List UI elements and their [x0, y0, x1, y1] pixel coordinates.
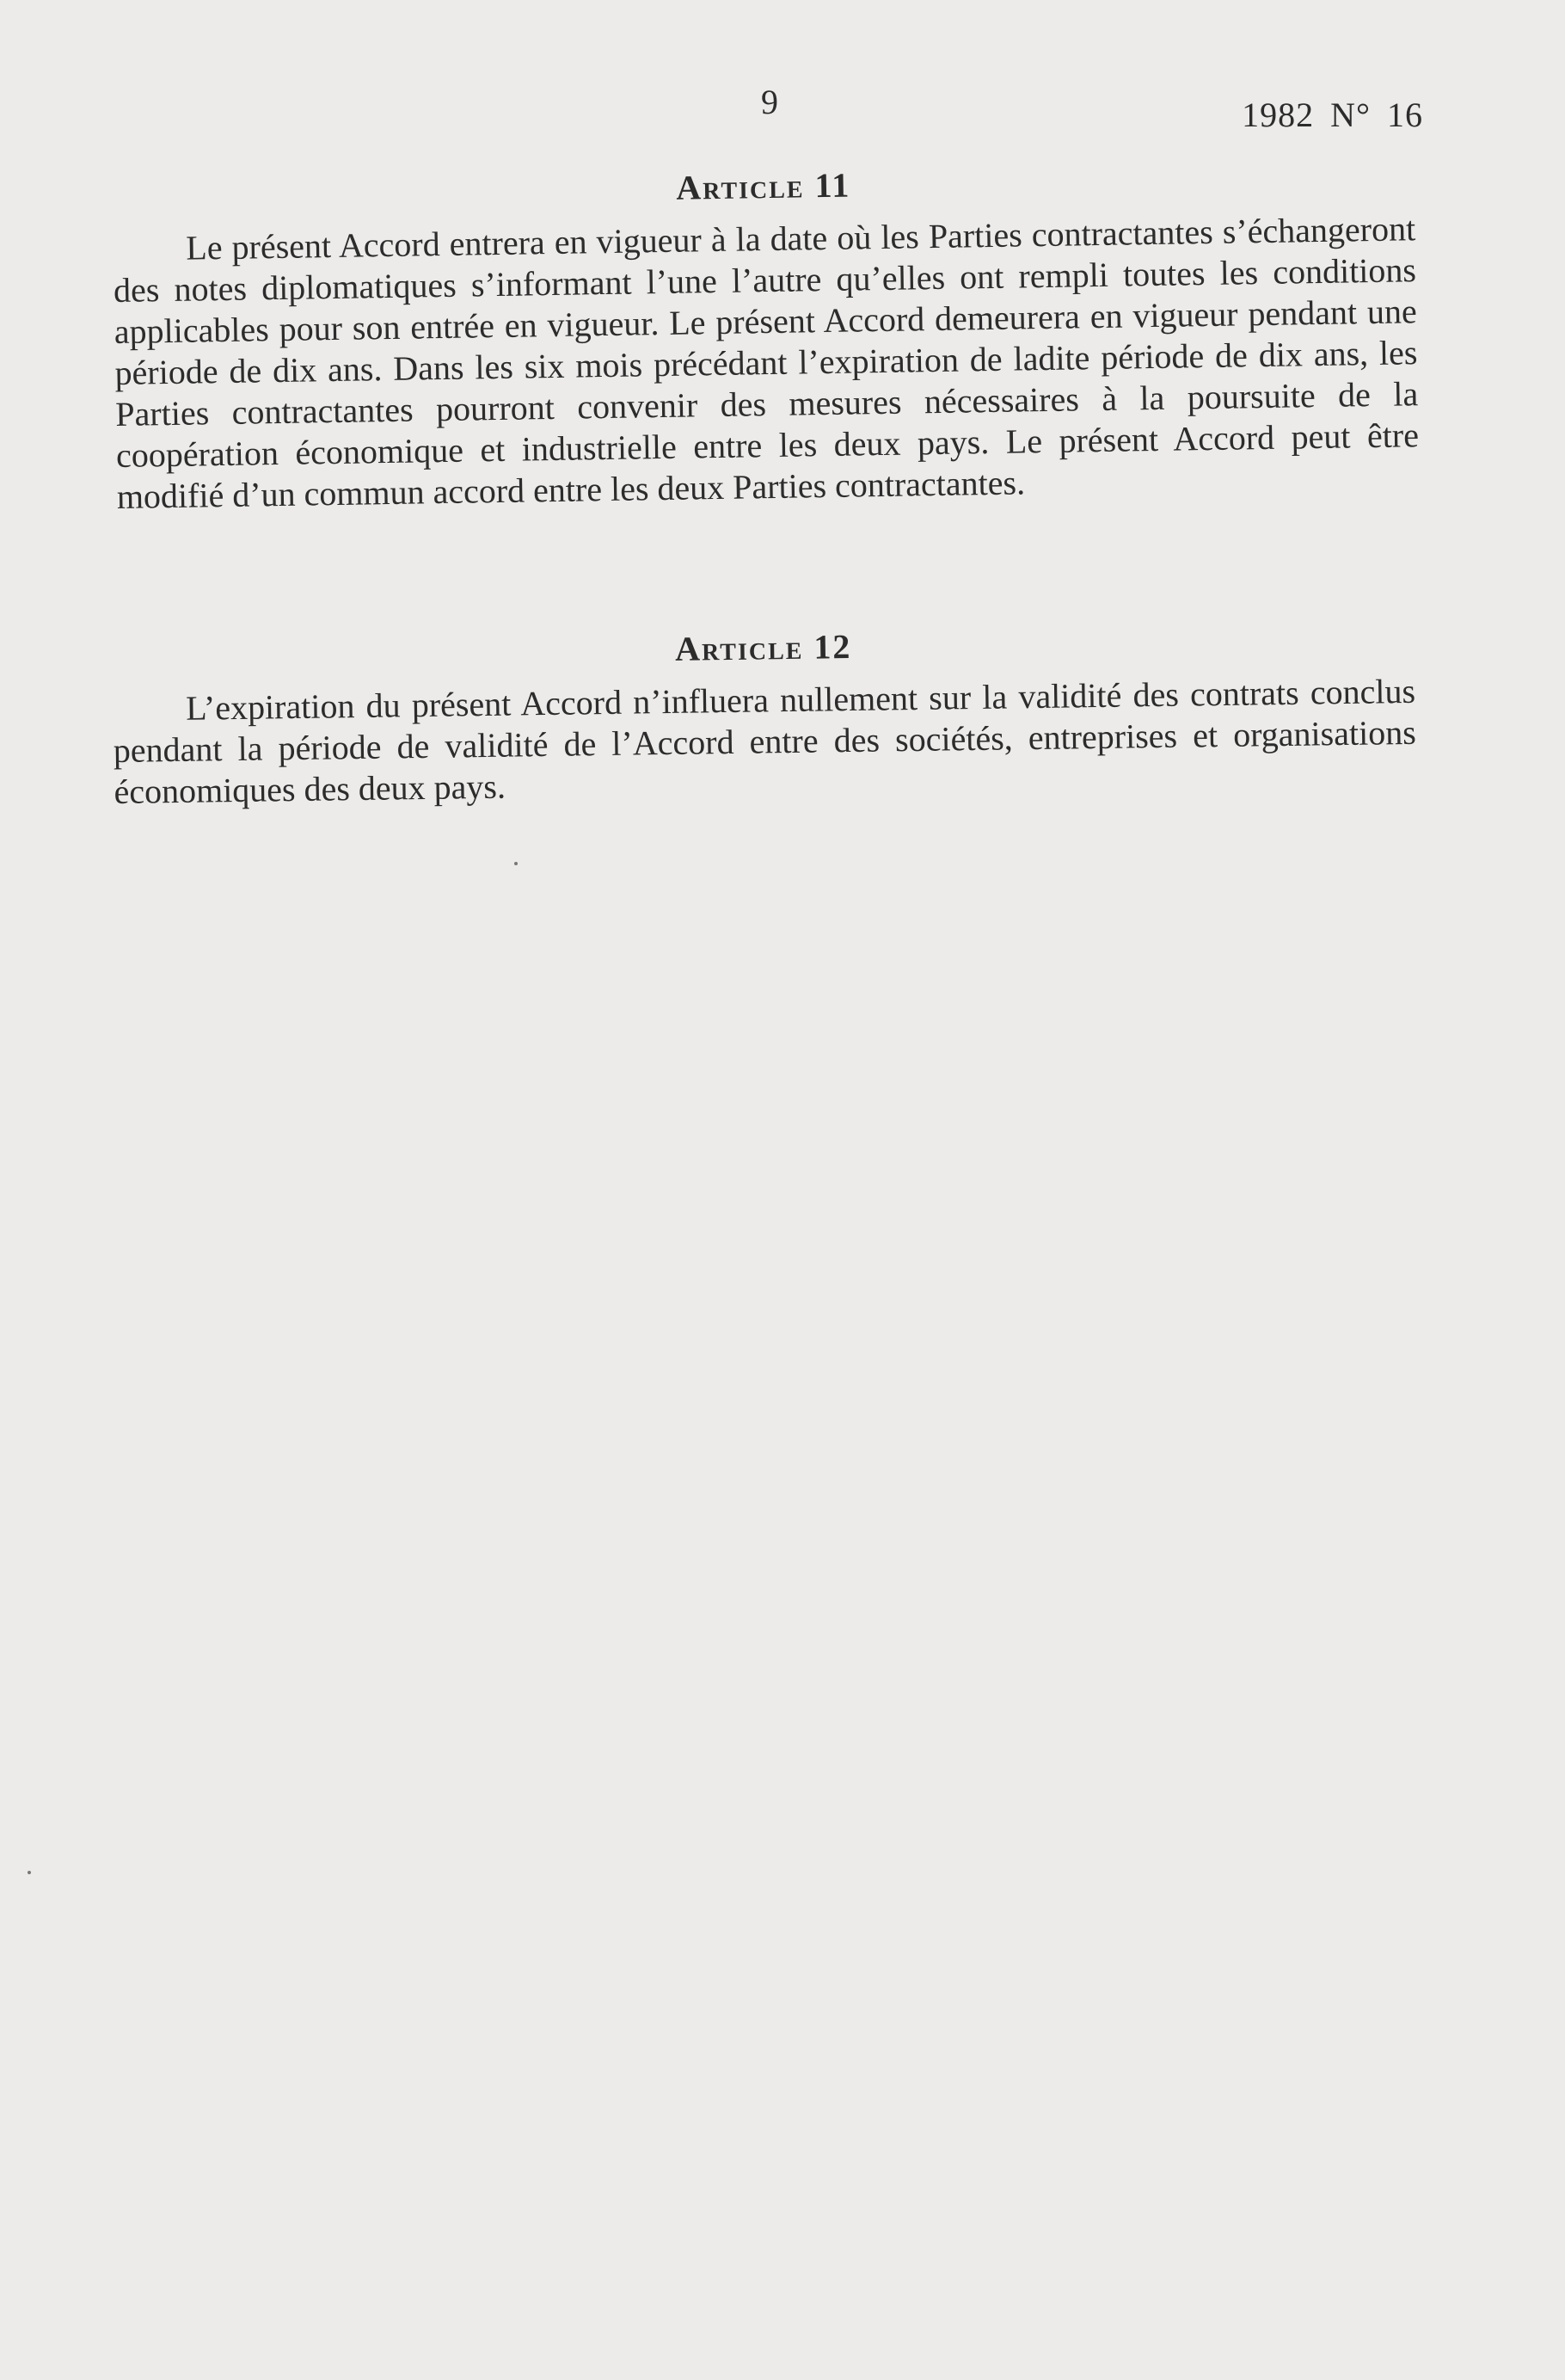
running-head: 1982 N° 16 [1242, 95, 1423, 134]
paper-speck [28, 1871, 31, 1874]
article-body: L’expiration du présent Accord n’influera nullement sur la validité des contrats conclus pendant la période de validité de l’Accord entre des sociétés, entreprises et organisations économiques des deux pays. [113, 671, 1417, 811]
page-number: 9 [761, 83, 779, 121]
article-heading: Article 12 [674, 626, 852, 668]
article-body: Le présent Accord entrera en vigueur à la date où les Parties contractantes s’échangeront des notes diplomatiques s’informant l’une l’autre qu’elles ont rempli toutes les conditions applicables pour son entrée en vigueur. Le présent Accord demeurera en vigueur pendant une période de dix ans. Dans les six mois précédant l’expiration de ladite période de dix ans, les Parties contractantes pourront convenir des mesures nécessaires à la poursuite de la coopération économique et industrielle entre les deux pays. Le présent Accord peut être modifié d’un commun accord entre les deux Parties contractantes. [113, 209, 1420, 516]
article-11 [112, 156, 1420, 518]
paper-speck [514, 862, 518, 865]
article-12 [112, 618, 1417, 813]
article-heading: Article 11 [675, 165, 851, 207]
